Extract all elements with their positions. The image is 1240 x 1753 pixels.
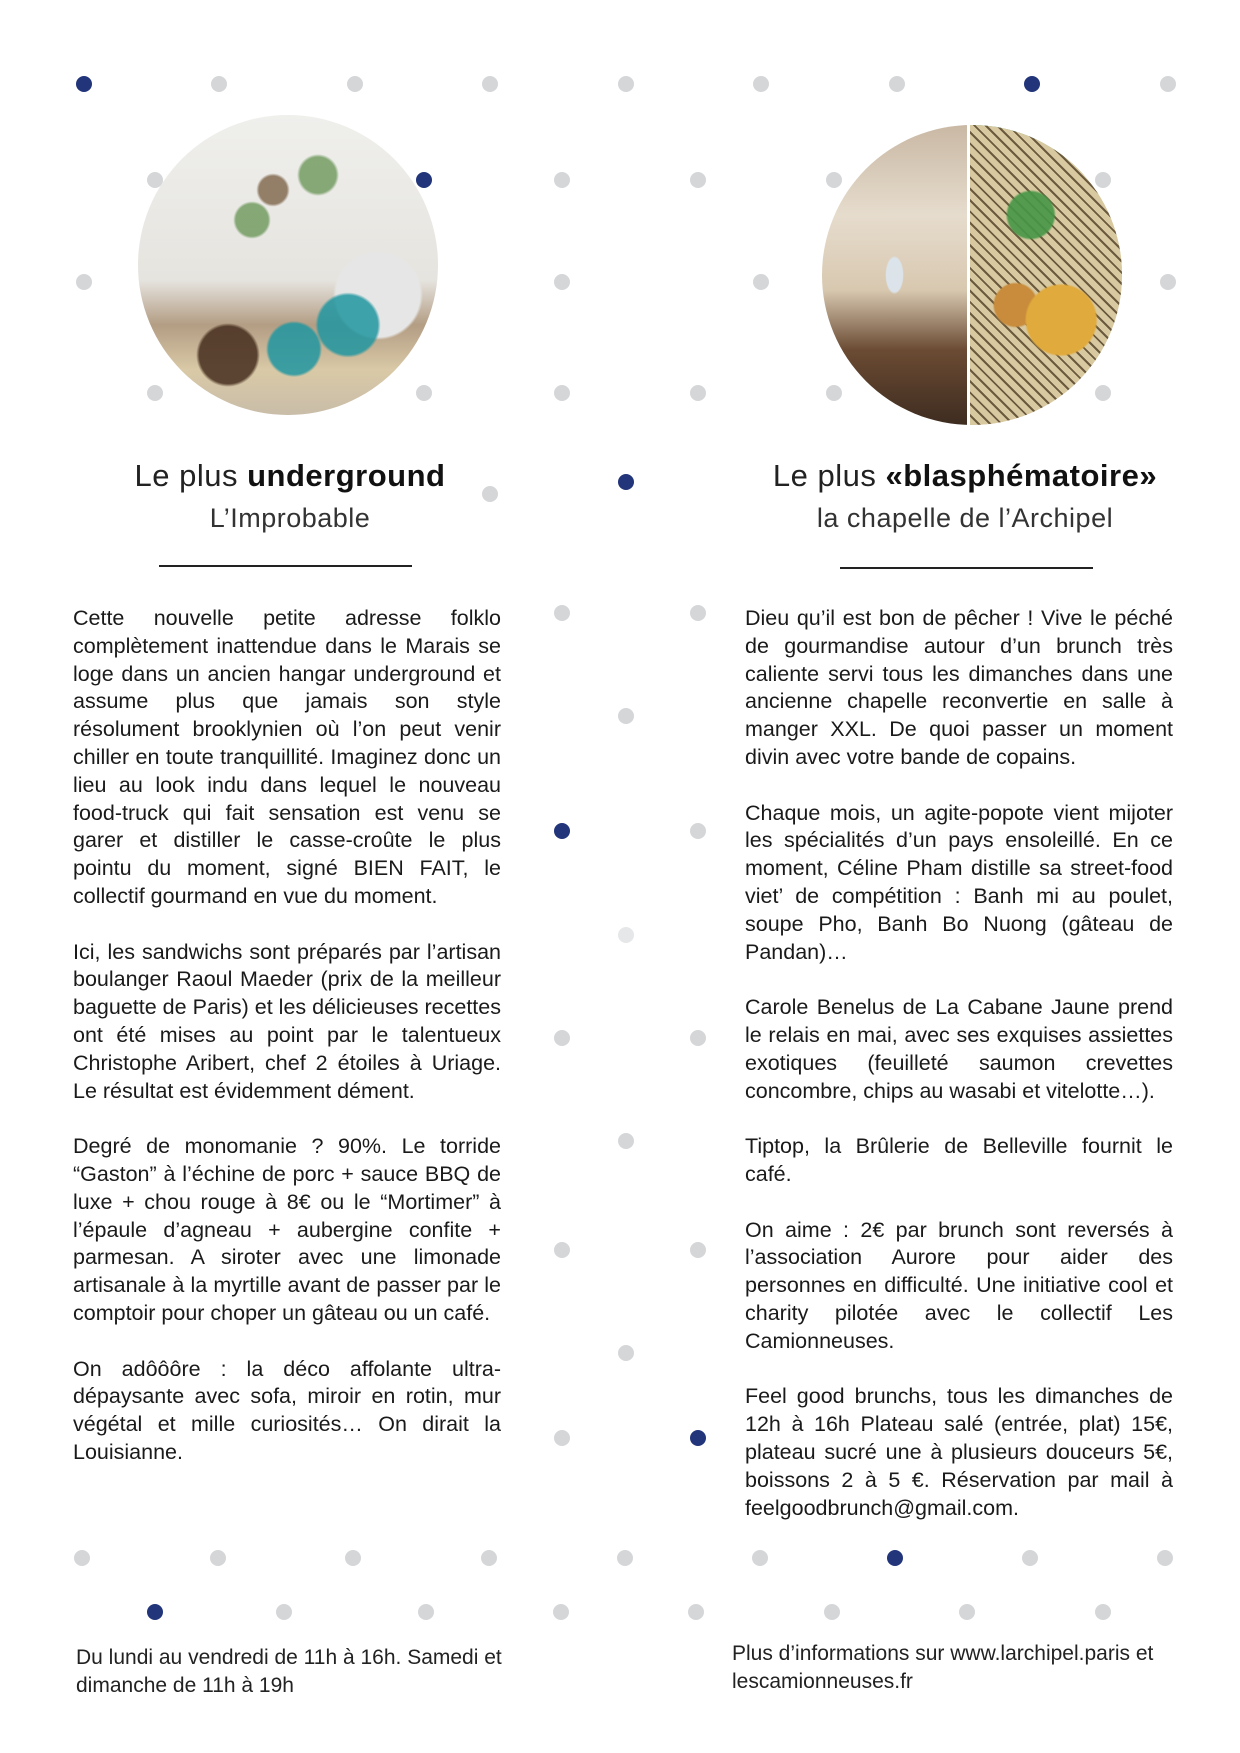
- navy-dot: [76, 76, 92, 92]
- grey-dot: [690, 823, 706, 839]
- right-subtitle: la chapelle de l’Archipel: [816, 503, 1114, 533]
- grey-dot: [147, 385, 163, 401]
- grey-dot: [753, 76, 769, 92]
- grey-dot: [345, 1550, 361, 1566]
- grey-dot: [959, 1604, 975, 1620]
- grey-dot: [618, 927, 634, 943]
- chapel-interior-image: [822, 125, 967, 425]
- grey-dot: [554, 172, 570, 188]
- grey-dot: [618, 1133, 634, 1149]
- grey-dot: [418, 1604, 434, 1620]
- grey-dot: [554, 385, 570, 401]
- left-paragraph: Degré de monomanie ? 90%. Le torride “Gaston” à l’échine de porc + sauce BBQ de luxe + chou rouge à 8€ ou le “Mortimer” à l’épaule d’agneau + aubergine confite + parmesan. A siroter avec une limonade artisanale à la myrtille avant de passer par le comptoir pour choper un gâteau ou un café.: [73, 1134, 501, 1325]
- cafe-interior-photo: [138, 115, 438, 415]
- grey-dot: [690, 605, 706, 621]
- chapel-and-banh-mi-photo: [822, 125, 1122, 425]
- grey-dot: [690, 1242, 706, 1258]
- grey-dot: [618, 708, 634, 724]
- right-paragraph: On aime : 2€ par brunch sont reversés à l’association Aurore pour aider des personnes en difficulté. Une initiative cool et charity pilotée avec le collectif Les Camionneuses.: [745, 1217, 1173, 1353]
- navy-dot: [147, 1604, 163, 1620]
- right-paragraph: Dieu qu’il est bon de pêcher ! Vive le péché de gourmandise autour d’un brunch très caliente servi tous les dimanches dans une ancienne chapelle reconvertie en salle à manger XXL. De quoi passer un moment divin avec votre bande de copains.: [745, 606, 1173, 769]
- grey-dot: [554, 605, 570, 621]
- grey-dot: [554, 1242, 570, 1258]
- right-footer-info: Plus d’informations sur www.larchipel.paris et lescamionneuses.fr: [732, 1642, 1154, 1693]
- grey-dot: [1160, 76, 1176, 92]
- right-title: [735, 458, 1195, 494]
- navy-dot: [554, 823, 570, 839]
- grey-dot: [1095, 1604, 1111, 1620]
- grey-dot: [554, 1430, 570, 1446]
- navy-dot: [416, 172, 432, 188]
- right-paragraph: Chaque mois, un agite-popote vient mijoter les spécialités d’un pays ensoleillé. En ce moment, Céline Pham distille sa street-food viet’ de compétition : Banh mi au poulet, soupe Pho, Banh Bo Nuong (gâteau de Pandan)…: [745, 800, 1173, 964]
- left-title-prefix: Le plus: [134, 458, 248, 493]
- grey-dot: [481, 1550, 497, 1566]
- right-paragraph: Carole Benelus de La Cabane Jaune prend le relais en mai, avec ses exquises assiettes exotiques (feuilleté saumon crevettes concombre, chips au wasabi et vitelotte…).: [745, 995, 1173, 1103]
- navy-dot: [690, 1430, 706, 1446]
- grey-dot: [347, 76, 363, 92]
- left-subtitle: L’Improbable: [209, 503, 371, 533]
- navy-dot: [618, 474, 634, 490]
- grey-dot: [554, 1030, 570, 1046]
- left-title: [60, 458, 520, 494]
- navy-dot: [887, 1550, 903, 1566]
- grey-dot: [618, 1345, 634, 1361]
- grey-dot: [690, 385, 706, 401]
- right-title-prefix: Le plus: [772, 458, 886, 493]
- grey-dot: [1160, 274, 1176, 290]
- left-paragraph: On adôôôre : la déco affolante ultra-dépaysante avec sofa, miroir en rotin, mur végétal et mille curiosités… On dirait la Louisianne.: [73, 1356, 501, 1464]
- left-divider: [159, 565, 412, 567]
- grey-dot: [824, 1604, 840, 1620]
- grey-dot: [74, 1550, 90, 1566]
- grey-dot: [690, 1030, 706, 1046]
- grey-dot: [553, 1604, 569, 1620]
- left-paragraph: Ici, les sandwichs sont préparés par l’artisan boulanger Raoul Maeder (prix de la meilleur baguette de Paris) et les délicieuses recettes ont été mises au point par le talentueux Christophe Aribert, chef 2 étoiles à Uriage. Le résultat est évidemment dément.: [73, 939, 501, 1103]
- grey-dot: [617, 1550, 633, 1566]
- grey-dot: [1022, 1550, 1038, 1566]
- grey-dot: [416, 385, 432, 401]
- grey-dot: [482, 76, 498, 92]
- grey-dot: [753, 274, 769, 290]
- grey-dot: [690, 172, 706, 188]
- grey-dot: [1157, 1550, 1173, 1566]
- banh-mi-image: [970, 125, 1122, 425]
- grey-dot: [554, 274, 570, 290]
- left-paragraph: Cette nouvelle petite adresse folklo complètement inattendue dans le Marais se loge dans un ancien hangar underground et assume plus que jamais son style résolument brooklynien où l’on peut venir chiller en toute tranquillité. Imaginez donc un lieu au look indu dans lequel le nouveau food-truck qui fait sensation est venu se garer et distiller le casse-croûte le plus pointu du moment, signé BIEN FAIT, le collectif gourmand en vue du moment.: [73, 606, 501, 908]
- right-title-emphasis: «blasphématoire»: [885, 458, 1158, 493]
- left-article-body: [73, 605, 501, 1495]
- right-paragraph: Feel good brunchs, tous les dimanches de 12h à 16h Plateau salé (entrée, plat) 15€, plateau sucré une à plusieurs douceurs 5€, boissons 2 à 5 €. Réservation par mail à feelgoodbrunch@gmail.com.: [745, 1384, 1173, 1520]
- left-title-emphasis: underground: [247, 458, 446, 493]
- grey-dot: [276, 1604, 292, 1620]
- grey-dot: [618, 76, 634, 92]
- grey-dot: [210, 1550, 226, 1566]
- grey-dot: [76, 274, 92, 290]
- navy-dot: [1024, 76, 1040, 92]
- right-article-body: [745, 605, 1173, 1550]
- left-footer-hours: Du lundi au vendredi de 11h à 16h. Samedi et dimanche de 11h à 19h: [76, 1646, 502, 1697]
- right-divider: [840, 567, 1093, 569]
- grey-dot: [211, 76, 227, 92]
- grey-dot: [752, 1550, 768, 1566]
- grey-dot: [688, 1604, 704, 1620]
- grey-dot: [889, 76, 905, 92]
- right-paragraph: Tiptop, la Brûlerie de Belleville fournit le café.: [745, 1134, 1173, 1186]
